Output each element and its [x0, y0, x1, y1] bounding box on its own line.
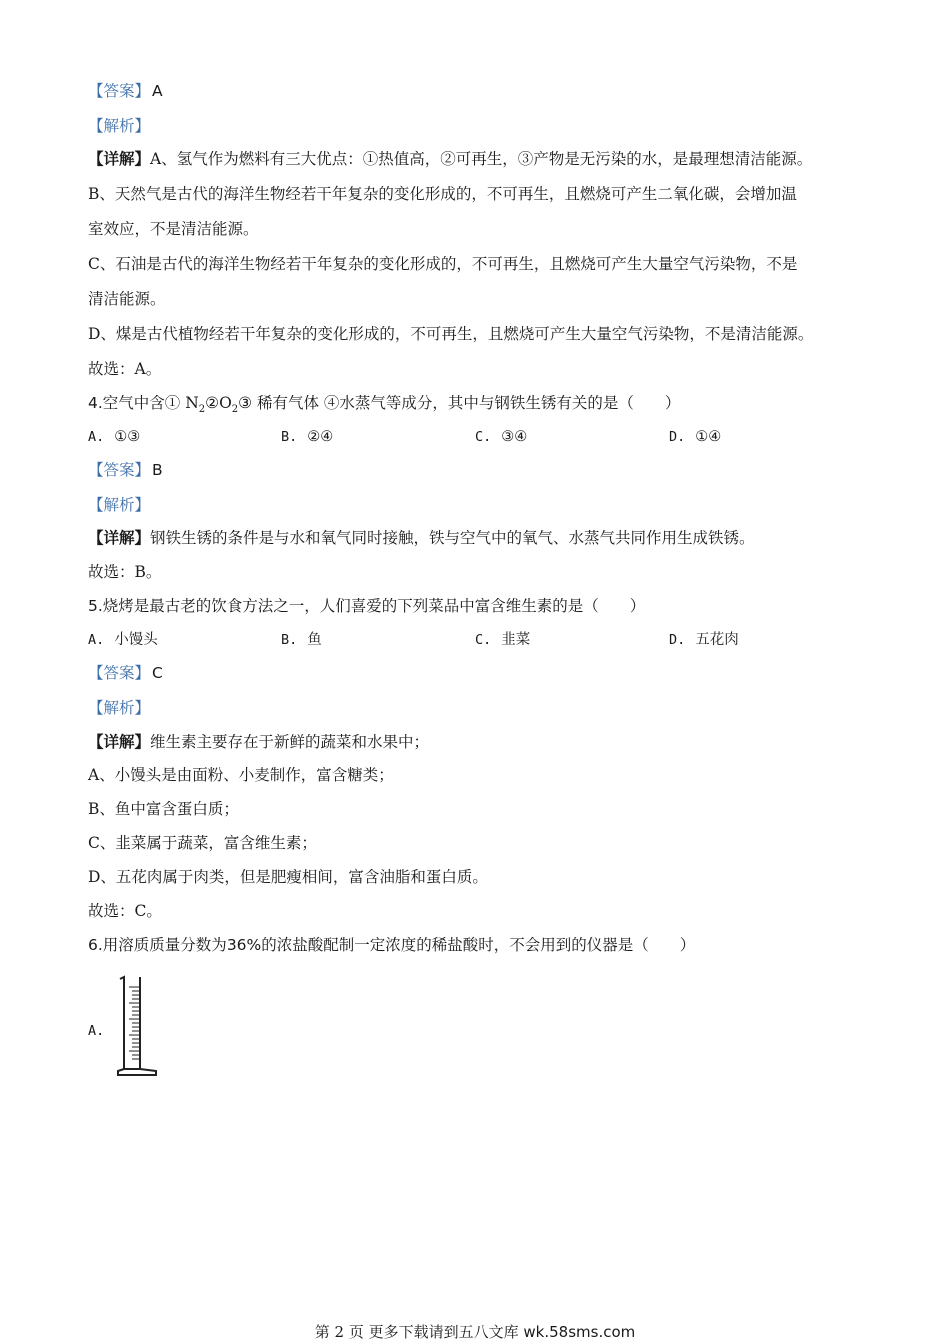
option-label: C. [475, 632, 492, 648]
q5-analysis-line [88, 697, 910, 719]
answer-label: 【答案】 [88, 461, 151, 479]
q5-stem [88, 595, 645, 617]
q3-detail-line-3: 室效应，不是清洁能源。 [88, 220, 259, 238]
question-number: 4. [88, 394, 103, 412]
option-text: 小馒头 [114, 632, 158, 648]
q4-option-a [88, 426, 140, 448]
answer-label: 【答案】 [88, 664, 151, 682]
q5-option-d [669, 629, 739, 651]
option-label: B. [281, 429, 298, 445]
option-text: 韭菜 [501, 632, 531, 648]
option-label: C. [475, 429, 492, 445]
q3-detail-line-4: C、石油是古代的海洋生物经若干年复杂的变化形成的，不可再生，且燃烧可产生大量空气污染物，不是 [88, 255, 798, 273]
q4-conclusion: 故选：B。 [88, 563, 162, 581]
option-text: ③④ [501, 429, 528, 445]
option-label: A. [88, 632, 105, 648]
answer-value: B [152, 461, 163, 479]
q6-stem-part: 用溶质质量分数为 [102, 936, 227, 954]
q5-stem-text: 烧烤是最古老的饮食方法之一，人们喜爱的下列菜品中富含维生素的是（ ） [102, 597, 646, 615]
q3-detail-line-1 [88, 148, 910, 170]
question-number: 5. [88, 597, 103, 615]
q4-option-b [281, 426, 333, 448]
option-text: 五花肉 [695, 632, 739, 648]
q4-stem [88, 392, 680, 421]
option-label: A. [88, 1023, 105, 1039]
q3-detail-line-6: D、煤是古代植物经若干年复杂的变化形成的，不可再生，且燃烧可产生大量空气污染物，不是清洁能源。 [88, 325, 814, 343]
option-label: A. [88, 429, 105, 445]
q5-detail-line-a: A、小馒头是由面粉、小麦制作，富含糖类； [88, 766, 394, 784]
option-text: ①④ [695, 429, 722, 445]
q3-detail-line-5: 清洁能源。 [88, 290, 166, 308]
q3-conclusion: 故选：A。 [88, 360, 162, 378]
answer-value: A [152, 82, 163, 100]
graduated-cylinder-icon [112, 973, 162, 1081]
q5-detail-line-c: C、韭菜属于蔬菜，富含维生素； [88, 834, 317, 852]
page-footer [0, 1322, 950, 1342]
analysis-label: 【解析】 [88, 496, 151, 514]
q4-option-c [475, 426, 527, 448]
q4-detail-line [88, 527, 910, 549]
q4-option-d [669, 426, 721, 448]
q6-stem [88, 934, 695, 956]
option-text: ②④ [307, 429, 334, 445]
q5-detail-line-d: D、五花肉属于肉类，但是肥瘦相间，富含油脂和蛋白质。 [88, 868, 488, 886]
q4-subscript: 2 [198, 404, 206, 416]
footer-page-text: 第 2 页 更多下载请到五八文库 [314, 1323, 519, 1341]
q5-option-b [281, 629, 322, 651]
q5-conclusion: 故选：C。 [88, 902, 162, 920]
q3-detail-line-2: B、天然气是古代的海洋生物经若干年复杂的变化形成的，不可再生，且燃烧可产生二氧化碳，会增加温 [88, 185, 797, 203]
q4-answer-line [88, 459, 910, 481]
q4-analysis-line [88, 494, 910, 516]
analysis-label: 【解析】 [88, 117, 151, 135]
q3-analysis-line [88, 115, 910, 137]
detail-text: 钢铁生锈的条件是与水和氧气同时接触，铁与空气中的氧气、水蒸气共同作用生成铁锈。 [150, 529, 755, 547]
detail-label: 【详解】 [88, 528, 151, 547]
option-text: ①③ [114, 429, 141, 445]
q4-stem-part: 空气中含① N [102, 394, 199, 412]
q5-option-a [88, 629, 158, 651]
option-label: D. [669, 429, 686, 445]
analysis-label: 【解析】 [88, 699, 151, 717]
q6-percent: 36% [226, 936, 262, 954]
answer-label: 【答案】 [88, 82, 151, 100]
q4-stem-part: ②O [205, 394, 232, 412]
detail-label: 【详解】 [88, 149, 151, 168]
option-label: B. [281, 632, 298, 648]
option-label: D. [669, 632, 686, 648]
detail-text: 维生素主要存在于新鲜的蔬菜和水果中； [150, 733, 430, 751]
footer-url[interactable]: wk.58sms.com [523, 1323, 636, 1341]
q5-detail-line-b: B、鱼中富含蛋白质； [88, 800, 239, 818]
detail-label: 【详解】 [88, 732, 151, 751]
question-number: 6. [88, 936, 103, 954]
q5-option-c [475, 629, 530, 651]
q5-detail-line [88, 731, 910, 753]
q4-subscript: 2 [231, 404, 239, 416]
q6-stem-part: 的浓盐酸配制一定浓度的稀盐酸时，不会用到的仪器是（ ） [261, 936, 696, 954]
q5-answer-line [88, 662, 910, 684]
detail-text: A、氢气作为燃料有三大优点：①热值高，②可再生，③产物是无污染的水，是最理想清洁能源。 [150, 150, 813, 168]
q4-stem-part: ③ 稀有气体 ④水蒸气等成分，其中与钢铁生锈有关的是（ ） [238, 394, 681, 412]
q3-answer-line [88, 80, 910, 102]
q6-option-a [88, 1020, 114, 1042]
answer-value: C [152, 664, 163, 682]
option-text: 鱼 [307, 632, 322, 648]
